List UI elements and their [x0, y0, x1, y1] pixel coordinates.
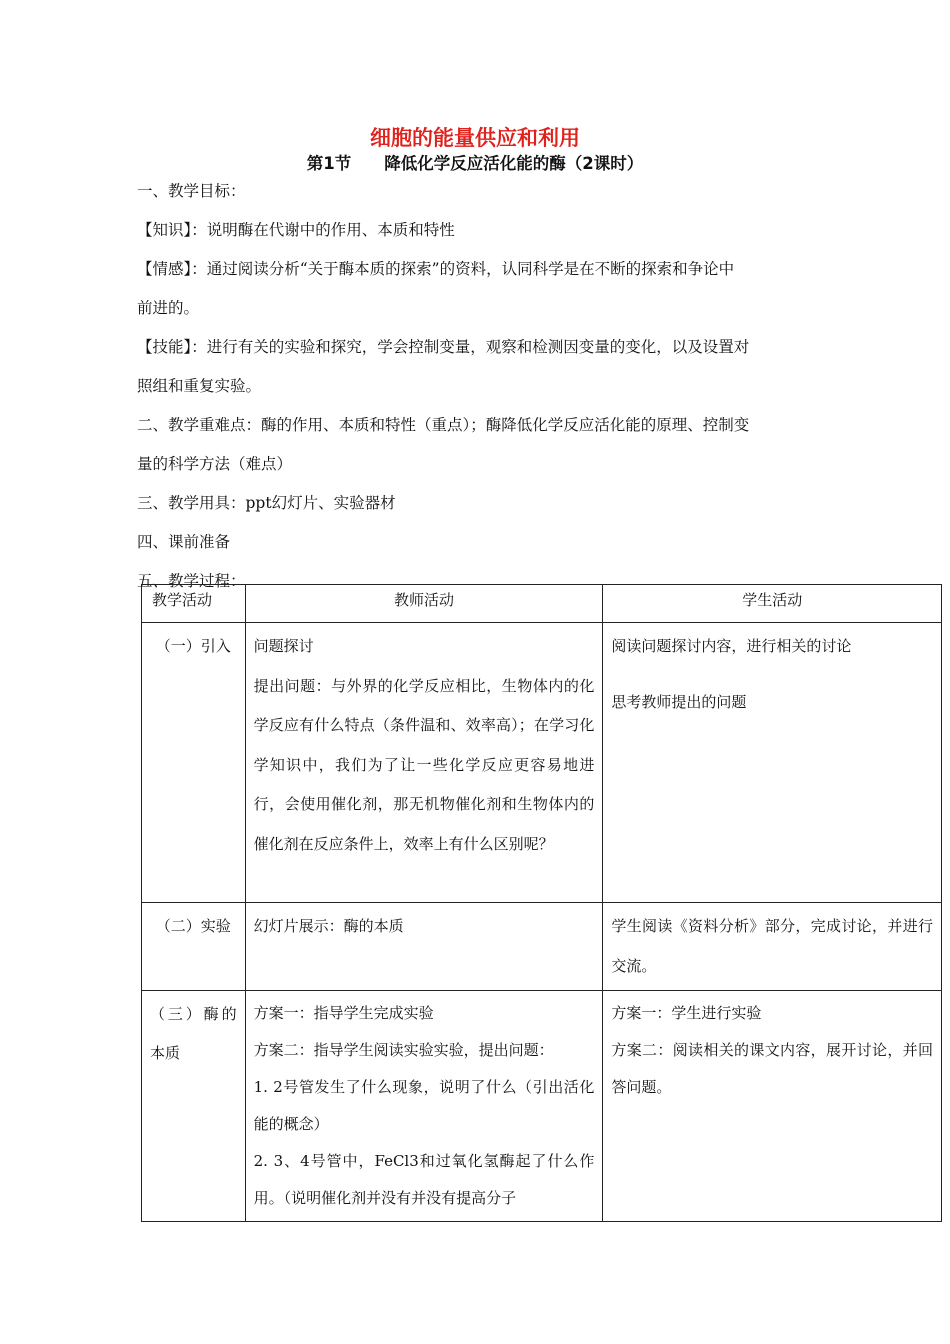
key-points-cont: 量的科学方法（难点） [137, 455, 293, 473]
table-row [142, 991, 942, 1222]
teacher-cell [245, 991, 603, 1222]
objective-knowledge: 【知识】：说明酶在代谢中的作用、本质和特性 [137, 221, 455, 239]
objective-emotion: 【情感】：通过阅读分析“关于酶本质的探索”的资料，认同科学是在不断的探索和争论中 [137, 260, 735, 278]
stage-cell: （三）酶的本质 [142, 991, 246, 1222]
table-header-row [142, 585, 942, 623]
student-line: 学生阅读《资料分析》部分，完成讨论，并进行交流。 [611, 917, 933, 975]
key-points: 二、教学重难点：酶的作用、本质和特性（重点）；酶降低化学反应活化能的原理、控制变 [137, 416, 750, 434]
student-line: 阅读问题探讨内容，进行相关的讨论 [611, 637, 852, 655]
teacher-line: 方案二：指导学生阅读实验实验，提出问题： [253, 1041, 554, 1059]
teacher-line: 方案一：指导学生完成实验 [253, 1004, 434, 1022]
process-heading: 五、教学过程： [137, 572, 246, 590]
objective-skill-cont: 照组和重复实验。 [137, 377, 262, 395]
lesson-table [141, 584, 942, 1222]
objectives-section [137, 172, 827, 601]
doc-subtitle: 第1节 降低化学反应活化能的酶（2课时） [306, 154, 644, 173]
student-cell [603, 991, 942, 1222]
teacher-line: 提出问题：与外界的化学反应相比，生物体内的化学反应有什么特点（条件温和、效率高）；在学习化学知识中，我们为了让一些化学反应更容易地进行，会使用催化剂，那无机物催化剂和生物体内的催化剂在反应条件上，效率上有什么区别呢？ [253, 676, 595, 853]
teacher-line: 幻灯片展示：酶的本质 [253, 917, 404, 935]
table-row [142, 623, 942, 903]
objective-skill: 【技能】：进行有关的实验和探究，学会控制变量，观察和检测因变量的变化，以及设置对 [137, 338, 750, 356]
doc-title: 细胞的能量供应和利用 [370, 126, 580, 150]
section-heading: 一、教学目标： [137, 182, 246, 200]
header-teacher: 教师活动 [245, 585, 603, 623]
student-line: 方案一：学生进行实验 [611, 1004, 762, 1022]
student-cell [603, 623, 942, 903]
teacher-line: 问题探讨 [253, 637, 314, 655]
teacher-cell [245, 903, 603, 991]
preparation: 四、课前准备 [137, 533, 231, 551]
table-row [142, 903, 942, 991]
stage-cell: （一）引入 [142, 623, 246, 903]
objective-emotion-cont: 前进的。 [137, 299, 200, 317]
teacher-line: 1. 2号管发生了什么现象，说明了什么（引出活化能的概念） [253, 1078, 595, 1133]
teaching-tools: 三、教学用具：ppt幻灯片、实验器材 [137, 494, 396, 512]
header-student: 学生活动 [603, 585, 942, 623]
teacher-cell [245, 623, 603, 903]
stage-cell: （二）实验 [142, 903, 246, 991]
student-line: 方案二：阅读相关的课文内容，展开讨论，并回答问题。 [611, 1041, 933, 1096]
teacher-line: 2. 3、4号管中，FeCl3和过氧化氢酶起了什么作用。（说明催化剂并没有并没有提高分子 [253, 1152, 595, 1207]
header-stage: 教学活动 [142, 585, 246, 623]
student-line: 思考教师提出的问题 [611, 692, 747, 711]
student-cell [603, 903, 942, 991]
